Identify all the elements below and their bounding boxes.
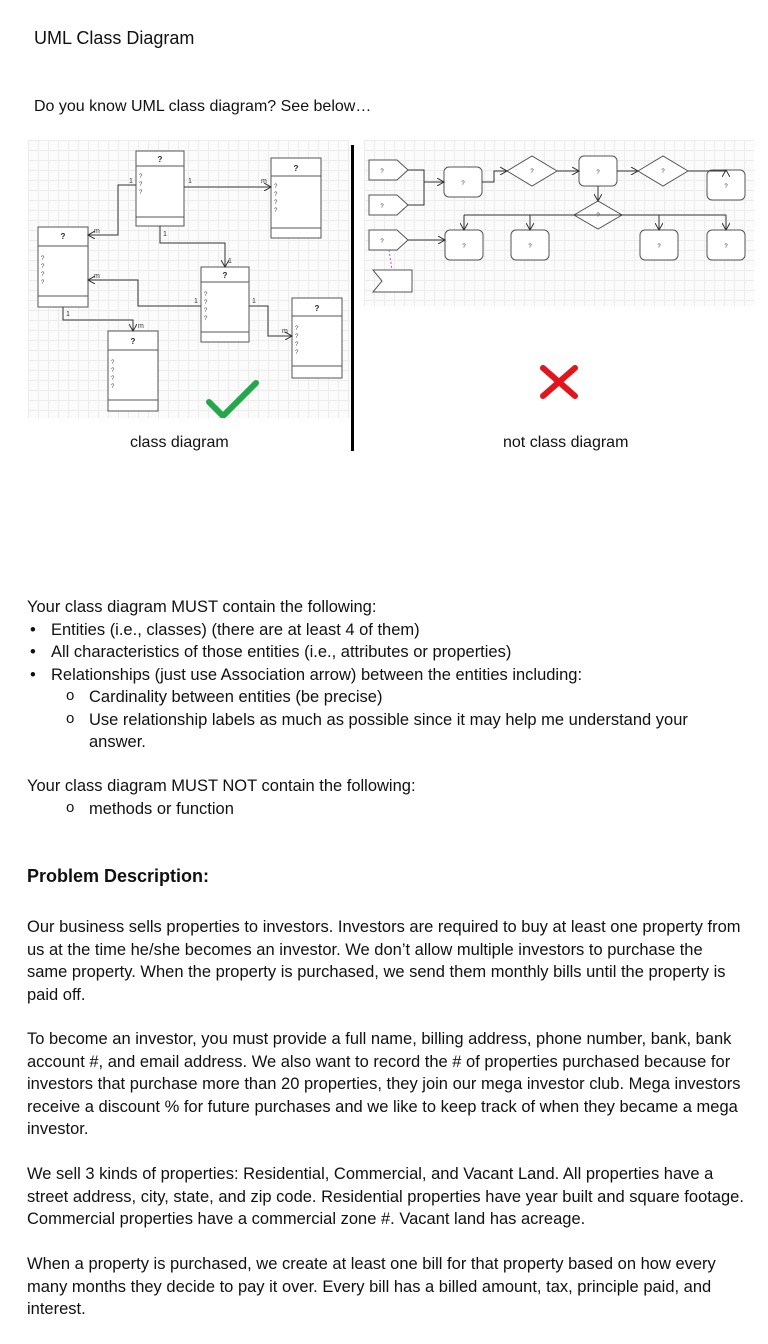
multiplicity-label: m <box>94 273 100 280</box>
multiplicity-label: m <box>94 228 100 235</box>
attribute: ? <box>274 184 278 190</box>
attribute: ? <box>295 334 299 340</box>
multiplicity-label: 1 <box>194 298 198 305</box>
must-not-section <box>27 775 747 820</box>
problem-paragraph: Our business sells properties to investors. Investors are required to buy at least one property from us at the time he/she becomes an investor. We don’t allow multiple investors to purchase the same property. When the property is purchased, we send them monthly bills until the property is paid off. <box>27 918 741 1004</box>
problem-paragraph: To become an investor, you must provide a full name, billing address, phone number, bank, bank account #, and email address. We also want to record the # of properties purchased because for investors that purchase more than 20 properties, they join our mega investor club. Mega investors receive a discount % for future purchases and we like to keep track of when they became a mega investor. <box>27 1030 741 1138</box>
must-not-heading: Your class diagram MUST NOT contain the following: <box>27 777 416 795</box>
attribute: ? <box>274 200 278 206</box>
multiplicity-label: 1 <box>129 178 133 185</box>
shape-label: ? <box>724 244 728 250</box>
class-name: ? <box>60 232 66 241</box>
list-item: • All characteristics of those entities (i.e., attributes or properties) <box>27 641 747 664</box>
attribute: ? <box>139 190 143 196</box>
sub-list-item: o Use relationship labels as much as possible since it may help me understand your answer. <box>27 709 747 754</box>
attribute: ? <box>111 384 115 390</box>
multiplicity-label: m <box>261 178 267 185</box>
problem-heading: Problem Description: <box>27 866 210 886</box>
class-diagram-caption: class diagram <box>130 434 229 451</box>
must-list <box>27 619 747 754</box>
attribute: ? <box>111 368 115 374</box>
class-name: ? <box>314 304 320 313</box>
multiplicity-label: m <box>138 323 144 330</box>
class-name: ? <box>130 337 136 346</box>
list-item: • Relationships (just use Association arrow) between the entities including: <box>27 664 747 687</box>
shape-label: ? <box>596 213 600 219</box>
shape-label: ? <box>462 244 466 250</box>
attribute: ? <box>139 182 143 188</box>
shape-label: ? <box>661 169 665 175</box>
shape-label: ? <box>380 239 384 245</box>
shape-label: ? <box>380 169 384 175</box>
multiplicity-label: m <box>282 328 288 335</box>
class-name: ? <box>222 271 228 280</box>
checkmark-icon <box>209 383 256 416</box>
attribute: ? <box>41 280 45 286</box>
intro-text: Do you know UML class diagram? See below… <box>34 98 372 115</box>
multiplicity-label: 1 <box>66 311 70 318</box>
cross-icon <box>538 364 580 400</box>
must-heading: Your class diagram MUST contain the following: <box>27 598 377 616</box>
attribute: ? <box>111 376 115 382</box>
attribute: ? <box>204 300 208 306</box>
problem-paragraph: When a property is purchased, we create at least one bill for that property based on how every many months they decide to pay it over. Every bill has a billed amount, tax, principle paid, and interest. <box>27 1255 716 1318</box>
not-class-diagram-caption: not class diagram <box>503 434 629 451</box>
attribute: ? <box>41 264 45 270</box>
multiplicity-label: 1 <box>163 231 167 238</box>
attribute: ? <box>295 350 299 356</box>
attribute: ? <box>41 256 45 262</box>
must-contain-section <box>27 596 747 754</box>
flowchart-shape <box>369 195 408 215</box>
flowchart-connector <box>482 171 507 182</box>
attribute: ? <box>41 272 45 278</box>
attribute: ? <box>204 292 208 298</box>
shape-label: ? <box>530 169 534 175</box>
flowchart-connector <box>389 250 392 270</box>
flowchart-shape <box>369 160 408 180</box>
must-not-list <box>27 798 747 821</box>
figure-divider <box>351 145 354 451</box>
attribute: ? <box>274 192 278 198</box>
shape-label: ? <box>461 181 465 187</box>
association-connector <box>88 280 201 306</box>
class-diagram-example <box>28 140 350 418</box>
attribute: ? <box>139 174 143 180</box>
flowchart-shape <box>369 230 408 250</box>
flowchart-example <box>364 140 754 306</box>
multiplicity-label: 1 <box>228 258 232 265</box>
shape-label: ? <box>528 244 532 250</box>
shape-label: ? <box>657 244 661 250</box>
association-connector <box>63 307 133 331</box>
attribute: ? <box>111 360 115 366</box>
shape-label: ? <box>380 204 384 210</box>
attribute: ? <box>204 316 208 322</box>
association-connector <box>160 226 225 267</box>
list-item: • Entities (i.e., classes) (there are at least 4 of them) <box>27 619 747 642</box>
shape-label: ? <box>724 184 728 190</box>
multiplicity-label: 1 <box>188 178 192 185</box>
multiplicity-label: 1 <box>252 298 256 305</box>
attribute: ? <box>274 208 278 214</box>
problem-paragraph: We sell 3 kinds of properties: Residential, Commercial, and Vacant Land. All properties have a street address, city, state, and zip code. Residential properties have year built and square footage. Commercial properties have a commercial zone #. Vacant land has acreage. <box>27 1165 744 1228</box>
attribute: ? <box>204 308 208 314</box>
sub-list-item: o methods or function <box>27 798 747 821</box>
page-title: UML Class Diagram <box>34 28 195 48</box>
shape-label: ? <box>596 170 600 176</box>
class-name: ? <box>293 164 299 173</box>
flowchart-shape <box>373 270 412 292</box>
class-name: ? <box>157 155 163 164</box>
attribute: ? <box>295 326 299 332</box>
sub-list-item: o Cardinality between entities (be precise) <box>27 686 747 709</box>
flowchart-connector <box>408 170 424 205</box>
attribute: ? <box>295 342 299 348</box>
